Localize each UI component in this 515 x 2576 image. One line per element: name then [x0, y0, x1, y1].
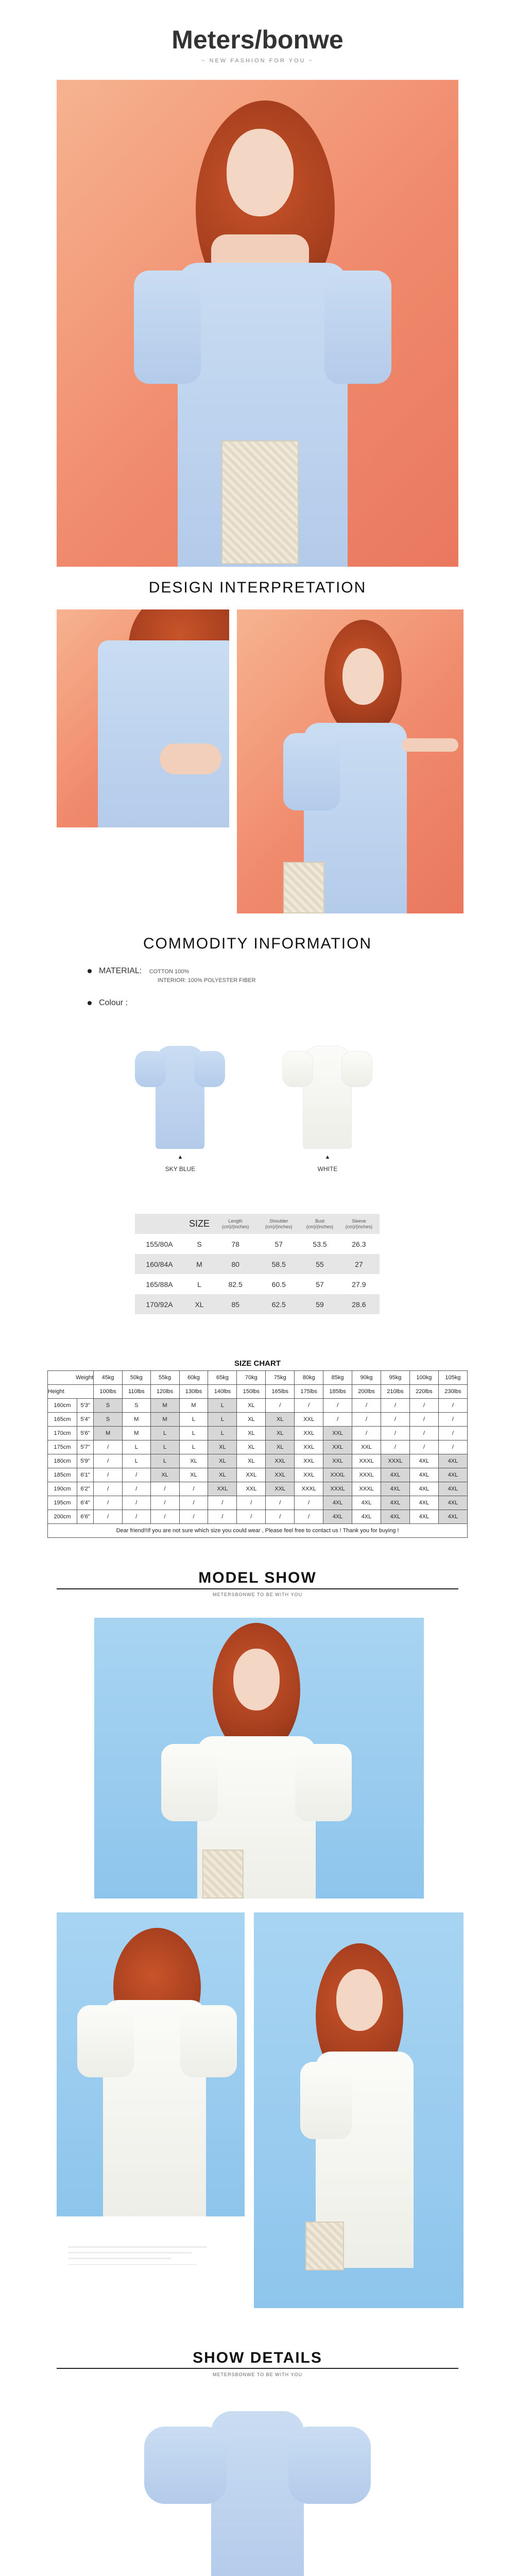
size-cell: L — [208, 1413, 237, 1427]
brand-logo: Meters/bonwe — [171, 25, 344, 54]
size-cell: 4XL — [352, 1496, 381, 1510]
size-cell: M — [123, 1427, 151, 1440]
model-photo-back — [57, 1912, 245, 2216]
size-cell: / — [381, 1399, 409, 1413]
size-cell: 4XL — [323, 1510, 352, 1524]
size-cell: / — [237, 1496, 266, 1510]
size-cell: / — [409, 1440, 438, 1454]
weight-lbs-cell: 230lbs — [438, 1385, 467, 1399]
size-cell: 4XL — [381, 1482, 409, 1496]
size-cell: / — [266, 1510, 295, 1524]
size-cell: XL — [237, 1427, 266, 1440]
brand-tagline: ~ NEW FASHION FOR YOU ~ — [201, 58, 314, 64]
table-cell: 155/80A — [146, 1240, 173, 1248]
size-cell: XXL — [295, 1468, 323, 1482]
weight-kg-cell: 65kg — [208, 1371, 237, 1385]
height-ft-cell: 6'4" — [77, 1496, 93, 1510]
height-cm-cell: 175cm — [48, 1440, 77, 1454]
size-cell: XXL — [323, 1454, 352, 1468]
size-cell: XXXL — [323, 1468, 352, 1482]
size-cell: L — [179, 1440, 208, 1454]
size-cell: / — [438, 1440, 467, 1454]
size-cell: XL — [266, 1413, 295, 1427]
height-ft-cell: 5'6" — [77, 1427, 93, 1440]
height-ft-cell: 5'9" — [77, 1454, 93, 1468]
size-cell: XL — [266, 1427, 295, 1440]
size-cell: / — [179, 1482, 208, 1496]
size-cell: XXL — [208, 1482, 237, 1496]
size-cell: / — [295, 1496, 323, 1510]
table-header-cell: Bust (cm)/(inches) — [301, 1214, 338, 1234]
bullet-icon — [88, 969, 92, 973]
height-cm-cell: 185cm — [48, 1468, 77, 1482]
table-cell: 80 — [215, 1254, 256, 1274]
size-cell: 4XL — [381, 1468, 409, 1482]
table-cell: M — [184, 1254, 215, 1274]
size-cell: XL — [150, 1468, 179, 1482]
size-cell: XL — [237, 1413, 266, 1427]
size-cell: / — [381, 1427, 409, 1440]
size-cell: / — [179, 1496, 208, 1510]
model-show-title: MODEL SHOW — [198, 1569, 317, 1586]
show-details-subtitle: METERSBONWE TO BE WITH YOU — [212, 2372, 303, 2377]
table-cell: 55 — [301, 1254, 338, 1274]
size-cell: XXL — [295, 1454, 323, 1468]
table-cell: 165/88A — [146, 1280, 173, 1289]
size-cell: XXL — [295, 1427, 323, 1440]
weight-lbs-cell: 140lbs — [208, 1385, 237, 1399]
table-row — [48, 1413, 468, 1427]
size-cell: L — [123, 1440, 151, 1454]
weight-kg-cell: 55kg — [150, 1371, 179, 1385]
size-cell: / — [295, 1510, 323, 1524]
size-cell: 4XL — [381, 1496, 409, 1510]
size-cell: XL — [208, 1454, 237, 1468]
table-cell: 57 — [274, 1240, 283, 1248]
table-cell: 57 — [316, 1280, 324, 1289]
size-cell: L — [150, 1427, 179, 1440]
size-cell: M — [123, 1413, 151, 1427]
height-cm-cell: 195cm — [48, 1496, 77, 1510]
color-name-sky-blue: SKY BLUE — [165, 1165, 196, 1173]
swatch-white[interactable] — [282, 1046, 372, 1149]
weight-lbs-cell: 175lbs — [295, 1385, 323, 1399]
size-cell: 4XL — [409, 1510, 438, 1524]
divider — [57, 1588, 458, 1589]
weight-kg-cell: 90kg — [352, 1371, 381, 1385]
triangle-icon: ▲ — [177, 1154, 183, 1160]
size-cell: / — [94, 1468, 123, 1482]
table-cell: 28.6 — [338, 1294, 380, 1314]
table-cell: 58.5 — [256, 1254, 301, 1274]
table-row — [135, 1234, 380, 1254]
size-cell: / — [352, 1413, 381, 1427]
model-photo-front — [94, 1618, 424, 1899]
table-cell: S — [197, 1240, 202, 1248]
weight-lbs-cell: 100lbs — [94, 1385, 123, 1399]
size-cell: / — [409, 1427, 438, 1440]
height-cm-cell: 160cm — [48, 1399, 77, 1413]
weight-lbs-cell: 150lbs — [237, 1385, 266, 1399]
size-cell: / — [409, 1399, 438, 1413]
faint-caption — [68, 2242, 222, 2270]
design-interpretation-title: DESIGN INTERPRETATION — [148, 579, 367, 596]
interior-value: INTERIOR: 100% POLYESTER FIBER — [158, 977, 256, 984]
size-cell: XXXL — [295, 1482, 323, 1496]
size-cell: L — [179, 1427, 208, 1440]
color-name-white: WHITE — [317, 1165, 338, 1173]
table-cell: 26.3 — [352, 1240, 366, 1248]
table-row — [135, 1254, 380, 1274]
size-cell: / — [208, 1496, 237, 1510]
triangle-icon: ▲ — [324, 1154, 331, 1160]
size-cell: S — [123, 1399, 151, 1413]
table-row — [48, 1496, 468, 1510]
size-cell: XXL — [295, 1413, 323, 1427]
commodity-title: COMMODITY INFORMATION — [143, 935, 372, 952]
table-row — [48, 1454, 468, 1468]
size-cell: L — [208, 1427, 237, 1440]
table-row — [48, 1510, 468, 1524]
height-cm-cell: 180cm — [48, 1454, 77, 1468]
size-cell: XXXL — [323, 1482, 352, 1496]
weight-lbs-cell: 130lbs — [179, 1385, 208, 1399]
size-cell: / — [266, 1496, 295, 1510]
size-cell: XL — [237, 1440, 266, 1454]
size-cell: 4XL — [409, 1482, 438, 1496]
table-cell: 82.5 — [228, 1280, 243, 1289]
size-cell: 4XL — [323, 1496, 352, 1510]
size-cell: L — [123, 1454, 151, 1468]
size-cell: XXL — [237, 1468, 266, 1482]
table-cell: 60.5 — [271, 1280, 286, 1289]
weight-kg-cell: 80kg — [295, 1371, 323, 1385]
table-cell: 59 — [301, 1294, 338, 1314]
size-cell: XL — [237, 1454, 266, 1468]
size-cell: / — [438, 1427, 467, 1440]
table-cell: 85 — [215, 1294, 256, 1314]
size-cell: / — [94, 1454, 123, 1468]
size-cell: XXXL — [352, 1454, 381, 1468]
weight-kg-cell: 75kg — [266, 1371, 295, 1385]
size-cell: 4XL — [409, 1468, 438, 1482]
weight-kg-cell: 60kg — [179, 1371, 208, 1385]
weight-lbs-cell: 220lbs — [409, 1385, 438, 1399]
detail-dress-photo — [139, 2411, 376, 2576]
size-cell: 4XL — [438, 1482, 467, 1496]
size-cell: 4XL — [409, 1496, 438, 1510]
weight-lbs-cell: 110lbs — [123, 1385, 151, 1399]
size-cell: / — [266, 1399, 295, 1413]
weight-lbs-cell: 185lbs — [323, 1385, 352, 1399]
detail-photo-side — [237, 609, 464, 913]
size-cell: M — [179, 1399, 208, 1413]
weight-lbs-cell: 120lbs — [150, 1385, 179, 1399]
size-cell: / — [150, 1496, 179, 1510]
detail-photo-sleeve — [57, 609, 229, 827]
size-cell: XL — [208, 1440, 237, 1454]
colour-row — [88, 998, 128, 1008]
table-header-cell: Sleeve (cm)/(inches) — [338, 1214, 380, 1234]
size-cell: / — [208, 1510, 237, 1524]
table-row — [48, 1427, 468, 1440]
size-cell: XXL — [266, 1468, 295, 1482]
height-ft-cell: 6'1" — [77, 1468, 93, 1482]
size-cell: / — [409, 1413, 438, 1427]
height-cm-cell: 200cm — [48, 1510, 77, 1524]
size-cell: / — [381, 1440, 409, 1454]
weight-kg-cell: 50kg — [123, 1371, 151, 1385]
table-cell: XL — [184, 1294, 215, 1314]
table-row — [135, 1274, 380, 1294]
divider — [57, 2368, 458, 2369]
bullet-icon — [88, 1001, 92, 1005]
size-cell: 4XL — [438, 1496, 467, 1510]
weight-kg-cell: 85kg — [323, 1371, 352, 1385]
weight-kg-cell: 100kg — [409, 1371, 438, 1385]
size-cell: / — [237, 1510, 266, 1524]
size-cell: / — [123, 1510, 151, 1524]
weight-lbs-cell: 210lbs — [381, 1385, 409, 1399]
size-cell: L — [208, 1399, 237, 1413]
size-cell: XL — [208, 1468, 237, 1482]
height-ft-cell: 5'3" — [77, 1399, 93, 1413]
size-cell: L — [150, 1440, 179, 1454]
size-cell: / — [352, 1399, 381, 1413]
size-cell: 4XL — [352, 1510, 381, 1524]
height-label: Height — [48, 1385, 94, 1399]
table-cell: L — [197, 1280, 201, 1289]
size-cell: / — [123, 1496, 151, 1510]
table-header-row — [48, 1385, 468, 1399]
weight-kg-cell: 95kg — [381, 1371, 409, 1385]
size-cell: / — [123, 1482, 151, 1496]
material-value: COTTON 100% — [149, 969, 190, 975]
size-cell: L — [179, 1413, 208, 1427]
table-cell: 27 — [338, 1254, 380, 1274]
size-cell: / — [94, 1510, 123, 1524]
height-cm-cell: 190cm — [48, 1482, 77, 1496]
size-cell: / — [150, 1510, 179, 1524]
brand-header — [0, 25, 515, 64]
hero-photo — [57, 80, 458, 567]
size-cell: / — [94, 1482, 123, 1496]
table-row — [48, 1468, 468, 1482]
height-ft-cell: 5'4" — [77, 1413, 93, 1427]
table-row — [48, 1399, 468, 1413]
table-header-cell: Shoulder (cm)/(inches) — [256, 1214, 301, 1234]
size-cell: S — [94, 1399, 123, 1413]
size-cell: XL — [237, 1399, 266, 1413]
table-header-cell: Length (cm)/(inches) — [215, 1214, 256, 1234]
table-cell: 160/84A — [135, 1254, 184, 1274]
swatch-sky-blue[interactable] — [135, 1046, 225, 1149]
size-cell: / — [352, 1427, 381, 1440]
table-row — [48, 1440, 468, 1454]
height-ft-cell: 6'2" — [77, 1482, 93, 1496]
weight-kg-cell: 70kg — [237, 1371, 266, 1385]
material-label: MATERIAL: — [99, 967, 142, 975]
size-cell: XXXL — [381, 1454, 409, 1468]
size-measurement-table — [135, 1214, 380, 1314]
size-cell: L — [150, 1454, 179, 1468]
table-cell: 78 — [231, 1240, 239, 1248]
size-cell: / — [438, 1399, 467, 1413]
size-cell: XL — [179, 1468, 208, 1482]
size-cell: M — [150, 1399, 179, 1413]
size-cell: / — [123, 1468, 151, 1482]
size-cell: XL — [266, 1440, 295, 1454]
height-cm-cell: 165cm — [48, 1413, 77, 1427]
colour-label: Colour : — [99, 998, 128, 1007]
size-cell: XL — [179, 1454, 208, 1468]
size-cell: XXL — [323, 1440, 352, 1454]
size-cell: / — [150, 1482, 179, 1496]
model-photo-side — [254, 1912, 464, 2308]
size-note: Dear friend!!If you are not sure which size you could wear , Please feel free to contact us ! Thank you for buying ! — [48, 1524, 468, 1538]
table-cell: 170/92A — [135, 1294, 184, 1314]
size-cell: M — [150, 1413, 179, 1427]
size-cell: 4XL — [381, 1510, 409, 1524]
table-row — [135, 1294, 380, 1314]
size-cell: XXL — [323, 1427, 352, 1440]
size-cell: S — [94, 1413, 123, 1427]
size-cell: / — [94, 1496, 123, 1510]
height-ft-cell: 5'7" — [77, 1440, 93, 1454]
table-cell: 27.9 — [352, 1280, 366, 1289]
table-cell: 62.5 — [256, 1294, 301, 1314]
size-cell: XXXL — [352, 1468, 381, 1482]
size-chart-table — [47, 1370, 468, 1538]
table-cell: 53.5 — [313, 1240, 327, 1248]
size-cell: XXL — [237, 1482, 266, 1496]
height-cm-cell: 170cm — [48, 1427, 77, 1440]
size-cell: / — [438, 1413, 467, 1427]
weight-label: Weight — [48, 1371, 94, 1385]
size-cell: XXXL — [352, 1482, 381, 1496]
weight-lbs-cell: 165lbs — [266, 1385, 295, 1399]
size-cell: 4XL — [438, 1468, 467, 1482]
table-note-row — [48, 1524, 468, 1538]
size-cell: / — [179, 1510, 208, 1524]
material-row — [88, 967, 189, 976]
size-cell: / — [94, 1440, 123, 1454]
size-cell: XXL — [266, 1482, 295, 1496]
size-cell: M — [94, 1427, 123, 1440]
weight-kg-cell: 45kg — [94, 1371, 123, 1385]
show-details-title: SHOW DETAILS — [193, 2349, 322, 2366]
table-row — [48, 1482, 468, 1496]
size-cell: XXL — [295, 1440, 323, 1454]
size-cell: / — [381, 1413, 409, 1427]
weight-lbs-cell: 200lbs — [352, 1385, 381, 1399]
size-chart-title: SIZE CHART — [234, 1359, 281, 1368]
size-cell: / — [323, 1413, 352, 1427]
size-cell: / — [295, 1399, 323, 1413]
height-ft-cell: 6'6" — [77, 1510, 93, 1524]
table-header-cell: SIZE — [184, 1214, 215, 1234]
size-cell: XXL — [266, 1454, 295, 1468]
size-cell: 4XL — [438, 1510, 467, 1524]
size-cell: 4XL — [409, 1454, 438, 1468]
table-header-row — [135, 1214, 380, 1234]
table-header-row — [48, 1371, 468, 1385]
weight-kg-cell: 105kg — [438, 1371, 467, 1385]
model-show-subtitle: METERSBONWE TO BE WITH YOU — [212, 1592, 303, 1597]
size-cell: XXL — [352, 1440, 381, 1454]
size-cell: / — [323, 1399, 352, 1413]
size-cell: 4XL — [438, 1454, 467, 1468]
